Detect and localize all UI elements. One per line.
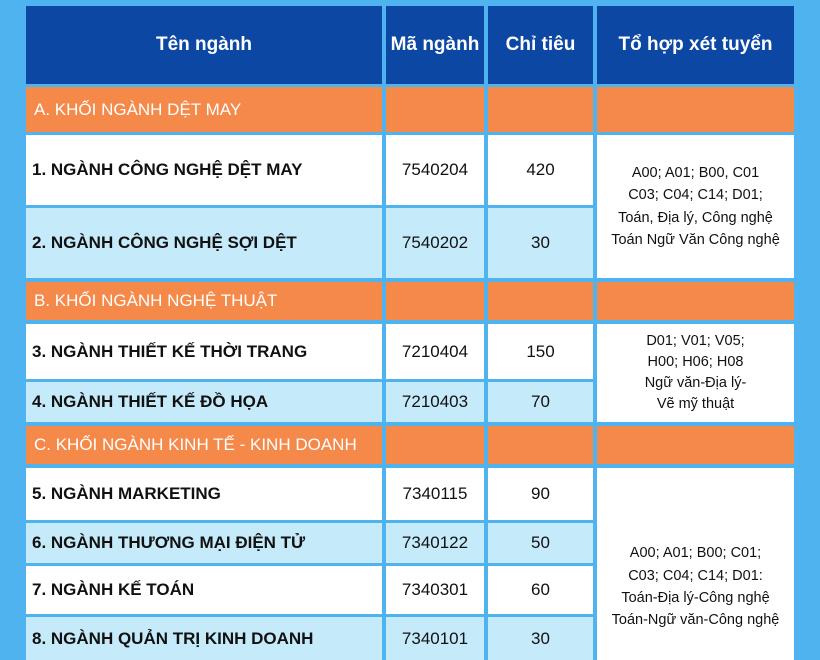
group-filler [386,426,484,464]
combination-line: C03; C04; C14; D01: [628,567,763,584]
major-code: 7540202 [386,208,484,278]
major-name: 4. NGÀNH THIẾT KẾ ĐỒ HỌA [26,382,382,422]
combination-line: Toán-Địa lý-Công nghệ [621,590,770,606]
header-major-code: Mã ngành [386,6,484,84]
combination-list-business [597,468,794,660]
major-quota: 30 [488,208,593,278]
major-quota: 90 [488,468,593,520]
group-title-textile: A. KHỐI NGÀNH DỆT MAY [26,87,382,132]
major-name: 1. NGÀNH CÔNG NGHỆ DỆT MAY [26,135,382,205]
combination-line: Toán-Ngữ văn-Công nghệ [611,612,780,629]
combination-line: Vẽ mỹ thuật [656,396,735,413]
major-code: 7210404 [386,324,484,379]
major-quota: 70 [488,382,593,422]
group-title-business: C. KHỐI NGÀNH KINH TẾ - KINH DOANH [26,426,382,464]
major-name: 7. NGÀNH KẾ TOÁN [26,566,382,614]
major-code: 7340301 [386,566,484,614]
group-filler [488,87,593,132]
combination-line: A00; A01; B00; C01; [629,545,762,562]
major-quota: 60 [488,566,593,614]
major-code: 7340115 [386,468,484,520]
major-name: 3. NGÀNH THIẾT KẾ THỜI TRANG [26,324,382,379]
combination-list-textile [597,135,794,278]
combination-line: A00; A01; B00, C01 [631,164,760,181]
combination-line: Toán Ngữ Văn Công nghệ [611,231,780,248]
combination-list-art [597,324,794,422]
combination-line: Toán, Địa lý, Công nghệ [618,209,773,226]
group-filler [386,282,484,320]
major-code: 7340101 [386,617,484,660]
header-major-name: Tên ngành [26,6,382,84]
major-quota: 150 [488,324,593,379]
combination-line: D01; V01; V05; [646,332,745,349]
major-code: 7340122 [386,523,484,563]
major-name: 5. NGÀNH MARKETING [26,468,382,520]
header-quota: Chỉ tiêu [488,6,593,84]
major-name: 8. NGÀNH QUẢN TRỊ KINH DOANH [26,617,382,660]
major-code: 7540204 [386,135,484,205]
major-name: 2. NGÀNH CÔNG NGHỆ SỢI DỆT [26,208,382,278]
group-title-art: B. KHỐI NGÀNH NGHỆ THUẬT [26,282,382,320]
group-filler [597,282,794,320]
major-quota: 30 [488,617,593,660]
major-quota: 420 [488,135,593,205]
combination-line: H00; H06; H08 [647,353,744,370]
header-combination: Tổ hợp xét tuyển [597,6,794,84]
major-name: 6. NGÀNH THƯƠNG MẠI ĐIỆN TỬ [26,523,382,563]
group-filler [386,87,484,132]
group-filler [488,282,593,320]
major-quota: 50 [488,523,593,563]
group-filler [597,87,794,132]
combination-line: Ngữ văn-Địa lý- [644,375,747,391]
group-filler [488,426,593,464]
group-filler [597,426,794,464]
major-code: 7210403 [386,382,484,422]
combination-line: C03; C04; C14; D01; [628,187,763,204]
